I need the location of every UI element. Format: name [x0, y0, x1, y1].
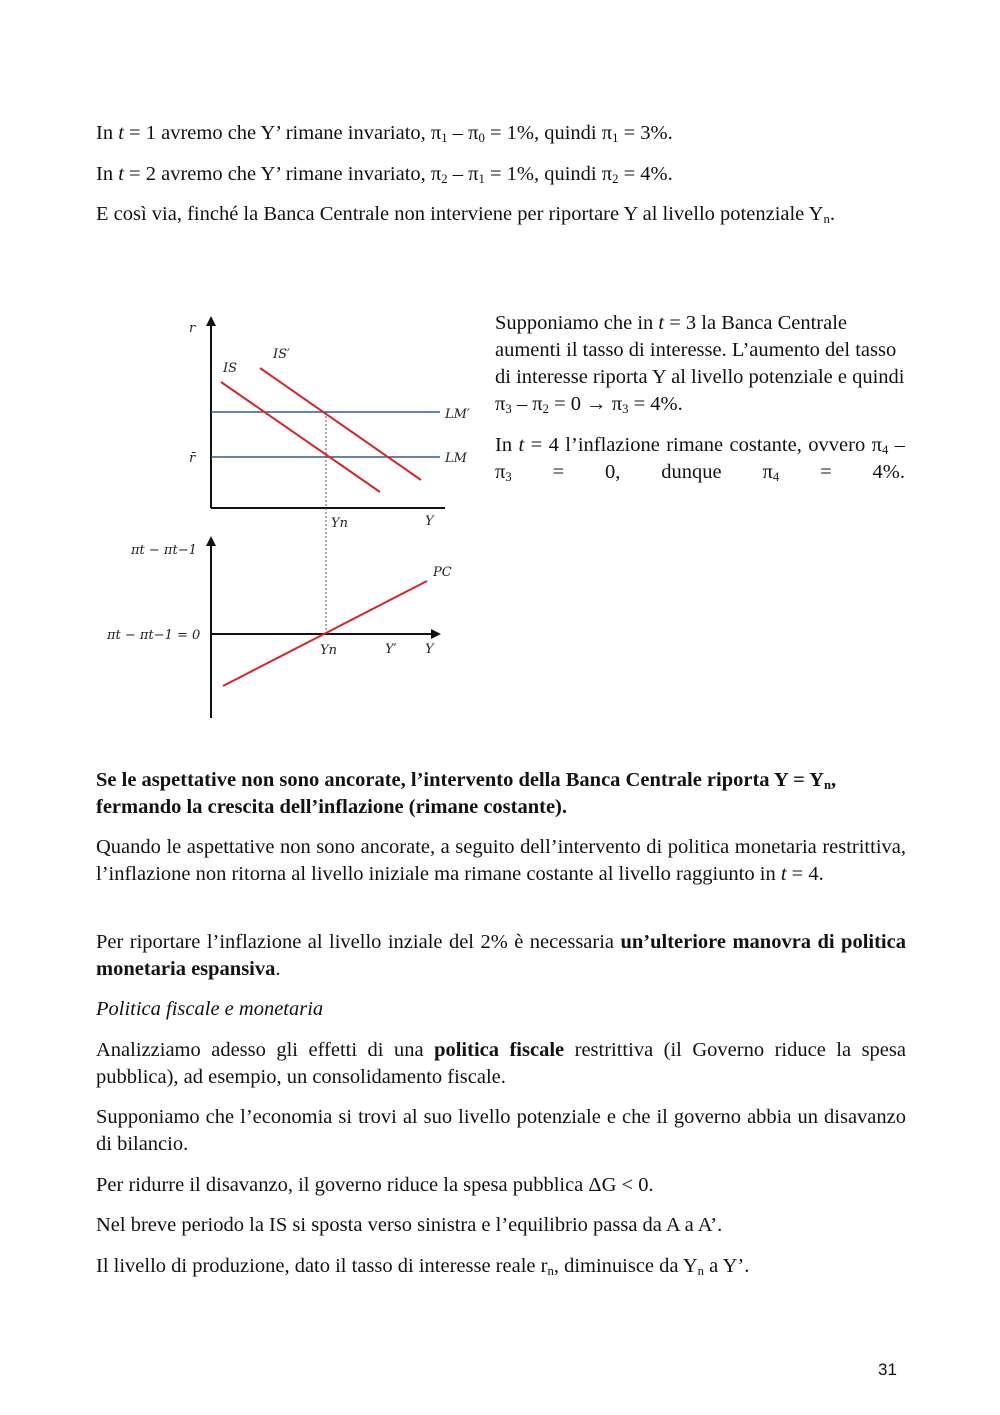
side-paragraph-1: Supponiamo che in t = 3 la Banca Centrale aumenti il tasso di interesse. L’aumento del tasso di interesse riporta Y al livello potenziale e quindi $\pi_3 - \pi_2 = 0 \to \pi_3 = 4\%$. — [495, 312, 905, 417]
intro-paragraph-3: E così via, finché la Banca Centrale non interviene per riportare Y al livello potenziale $Y_n$. — [96, 203, 835, 227]
lm-prime-label: LM′ — [445, 407, 470, 422]
bottom-y-axis-label: πt − πt−1 — [131, 543, 197, 558]
pc-label: PC — [433, 565, 452, 580]
is-label: IS — [223, 361, 238, 376]
page-number: 31 — [878, 1360, 897, 1379]
paragraph-deficit: Per ridurre il disavanzo, il governo riduce la spesa pubblica ΔG < 0. — [96, 1174, 654, 1196]
top-y-label: Y — [425, 514, 434, 529]
lm-label: LM — [445, 451, 467, 466]
is-lm-pc-diagram — [95, 310, 485, 730]
bottom-x-axis-arrow — [431, 629, 441, 639]
bottom-y-label: Y — [425, 642, 434, 657]
r-axis-label: r — [189, 321, 196, 336]
zero-line-label: πt − πt−1 = 0 — [107, 628, 201, 643]
bold-summary: Se le aspettative non sono ancorate, l’intervento della Banca Centrale riporta $Y = Y_n$, fermando la crescita dell’inflazione (rimane costante). — [96, 769, 837, 818]
paragraph-is-shift: Nel breve periodo la IS si sposta verso sinistra e l’equilibrio passa da A a A’. — [96, 1214, 723, 1236]
paragraph-anchored-expectations: Quando le aspettative non sono ancorate, a seguito dell’intervento di politica monetaria restrittiva, l’inflazione non ritorna al livello iniziale ma rimane costante al livello raggiunto in t = 4. — [96, 836, 906, 885]
paragraph-production-level: Il livello di produzione, dato il tasso di interesse reale $r_n$, diminuisce da $Y_n$ a Y’. — [96, 1255, 750, 1279]
is-prime-curve — [260, 368, 421, 480]
bottom-y-prime-label: Y′ — [385, 642, 397, 657]
is-prime-label: IS′ — [273, 347, 290, 362]
is-curve — [221, 382, 380, 492]
section-heading: Politica fiscale e monetaria — [96, 998, 324, 1020]
paragraph-expansive-policy: Per riportare l’inflazione al livello inziale del 2% è necessaria un’ulteriore manovra di politica monetaria espansiva. — [96, 931, 906, 980]
paragraph-potential-level: Supponiamo che l’economia si trovi al suo livello potenziale e che il governo abbia un disavanzo di bilancio. — [96, 1106, 906, 1155]
paragraph-fiscal-policy: Analizziamo adesso gli effetti di una politica fiscale restrittiva (il Governo riduce la spesa pubblica), ad esempio, un consolidamento fiscale. — [96, 1039, 906, 1088]
intro-paragraph-2: In t = 2 avremo che Y’ rimane invariato, $\pi_2 - \pi_1 = 1\%$, quindi $\pi_2 = 4\%$. — [96, 163, 673, 187]
intro-paragraph-1: In t = 1 avremo che Y’ rimane invariato, $\pi_1 - \pi_0 = 1\%$, quindi $\pi_1 = 3\%$. — [96, 122, 673, 146]
top-y-axis-arrow — [206, 316, 216, 326]
bottom-y-axis-arrow — [206, 536, 216, 546]
side-paragraph-2: In t = 4 l’inflazione rimane costante, ovvero $\pi_4 - \pi_3 = 0$, dunque $\pi_4 = 4\%$. — [495, 434, 906, 485]
bottom-yn-label: Yn — [320, 643, 337, 658]
r-bar-label: r̄ — [189, 451, 196, 466]
top-yn-label: Yn — [331, 516, 348, 531]
